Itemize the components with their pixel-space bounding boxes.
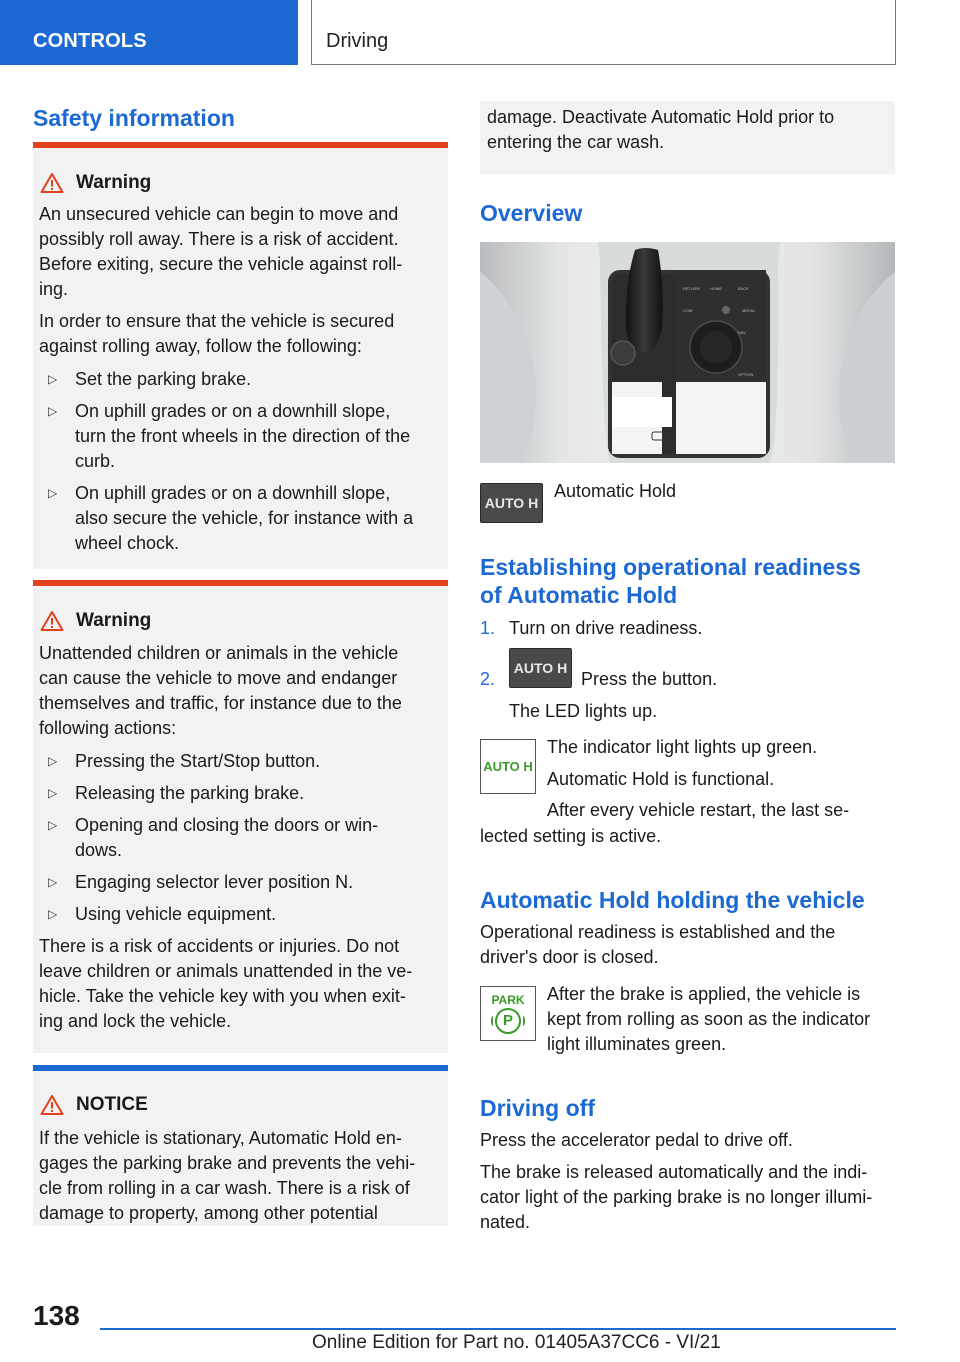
list-item [75,781,440,806]
warning-2-text [39,641,439,741]
bullet-icon: ▷ [48,486,58,500]
text-line: driver's door is closed. [480,947,659,967]
auto-hold-label: Automatic Hold [554,481,677,501]
driving-off-title: Driving off [480,1095,595,1121]
text-line: ing. [39,279,69,299]
park-indicator-icon [480,986,536,1041]
list-item [75,367,440,392]
title-line: of Automatic Hold [480,582,678,608]
text-line: Set the parking brake. [75,369,252,389]
warning-label: Warning [76,172,152,193]
text-line: cle from rolling in a car wash. There is a risk of [39,1178,410,1198]
bullet-icon: ▷ [48,786,58,800]
park-symbol: P [502,1012,513,1029]
text-line: light illuminates green. [547,1034,727,1054]
chapter-tab [311,0,896,65]
warning-2-after [39,934,439,1034]
auto-h-indicator-icon [480,739,536,794]
step-number: 1. [480,618,496,638]
text-line: Opening and closing the doors or win‐ [75,815,379,835]
indicator-line: lected setting is active. [480,826,662,846]
establishing-title [480,553,895,609]
text-line: Engaging selector lever position N. [75,872,354,892]
safety-title: Safety information [33,105,235,131]
text-line: If the vehicle is stationary, Automatic Hold en‐ [39,1128,402,1148]
console-return-label: RETURN [683,286,700,291]
text-line: Operational readiness is established and the [480,922,836,942]
text-line: curb. [75,451,116,471]
list-item [75,481,440,556]
warning-icon [40,172,64,194]
warning-1-text [39,202,439,359]
text-line: can cause the vehicle to move and endanger [39,668,398,688]
bullet-icon: ▷ [48,372,58,386]
text-line: In order to ensure that the vehicle is secured [39,311,395,331]
text-line: hicle. Take the vehicle key with you when exit‐ [39,986,406,1006]
notice-text [39,1126,439,1226]
step-number: 2. [480,669,496,689]
text-line: An unsecured vehicle can begin to move and [39,204,399,224]
list-item [75,870,440,895]
console-home-label: HOME [710,286,722,291]
center-console-image [480,242,895,463]
text-line: wheel chock. [75,533,180,553]
text-line: There is a risk of accidents or injuries. Do not [39,936,400,956]
bullet-icon: ▷ [48,754,58,768]
warning-heading-2 [40,608,151,634]
edition-text: Online Edition for Part no. 01405A37CC6 - VI/21 [312,1332,721,1353]
park-arc-right [521,1016,525,1026]
park-text: PARK [491,992,525,1007]
bullet-icon: ▷ [48,875,58,889]
text-line: kept from rolling as soon as the indicator [547,1009,871,1029]
text-line: gages the parking brake and prevents the vehi‐ [39,1153,416,1173]
console-option-label: OPTION [738,372,754,377]
text-line: also secure the vehicle, for instance with a [75,508,414,528]
warning-icon [40,1094,64,1116]
warning-heading-1 [40,170,151,196]
indicator-text: AUTO H [483,759,533,774]
text-line: entering the car wash. [487,132,665,152]
page-number: 138 [33,1300,80,1331]
text-line: On uphill grades or on a downhill slope, [75,401,391,421]
text-line: The brake is released automatically and the indi‐ [480,1162,868,1182]
notice-label: NOTICE [76,1094,148,1115]
list-item [75,813,440,863]
text-line: dows. [75,840,123,860]
indicator-line: Automatic Hold is functional. [547,769,775,789]
auto-h-button-icon: AUTO H [480,483,543,523]
footer-divider [100,1328,896,1330]
park-arc-left [491,1016,495,1026]
text-line: Before exiting, secure the vehicle against roll‐ [39,254,403,274]
section-label: CONTROLS [33,30,147,52]
list-item [75,902,440,927]
text-line: damage. Deactivate Automatic Hold prior to [487,107,835,127]
text-line: Releasing the parking brake. [75,783,305,803]
text-line: leave children or animals unattended in the ve‐ [39,961,413,981]
warning-icon [40,610,64,632]
text-line: possibly roll away. There is a risk of accident. [39,229,399,249]
warning-label: Warning [76,610,152,631]
text-line: On uphill grades or on a downhill slope, [75,483,391,503]
step-text: Turn on drive readiness. [509,618,703,638]
text-line: damage to property, among other potential [39,1203,378,1223]
led-text: The LED lights up. [509,701,658,721]
chapter-label: Driving [326,30,389,52]
notice-heading [40,1092,148,1118]
text-line: nated. [480,1212,531,1232]
park-text-block [547,982,897,1057]
park-circle-icon [495,1008,521,1034]
holding-title: Automatic Hold holding the vehicle [480,887,865,913]
text-line: cator light of the parking brake is no longer illumi‐ [480,1187,873,1207]
console-com-label: COM [683,308,693,313]
text-line: themselves and traffic, for instance due to the [39,693,402,713]
text-line: following actions: [39,718,177,738]
text-line: ing and lock the vehicle. [39,1011,232,1031]
driving-off-text [480,1128,895,1235]
section-tab [0,0,298,65]
notice-cont-text [487,105,887,155]
auto-h-button-icon: AUTO H [509,648,572,688]
text-line: against rolling away, follow the following: [39,336,362,356]
bullet-icon: ▷ [48,818,58,832]
list-item [75,399,440,474]
step-text: Press the button. [581,669,718,689]
text-line: Pressing the Start/Stop button. [75,751,321,771]
bullet-icon: ▷ [48,404,58,418]
indicator-line: The indicator light lights up green. [547,737,818,757]
bullet-icon: ▷ [48,907,58,921]
title-line: Establishing operational readiness [480,554,861,580]
text-line: Using vehicle equipment. [75,904,277,924]
text-line: turn the front wheels in the direction of the [75,426,411,446]
text-line: Press the accelerator pedal to drive off. [480,1130,793,1150]
indicator-line: After every vehicle restart, the last se‐ [547,800,850,820]
list-item [75,749,440,774]
console-nav-label: NAV [738,330,746,335]
text-line: Unattended children or animals in the vehicle [39,643,399,663]
console-media-label: MEDIA [742,308,755,313]
console-back-label: BACK [738,286,749,291]
overview-title: Overview [480,200,583,226]
holding-text [480,920,895,970]
text-line: After the brake is applied, the vehicle is [547,984,861,1004]
